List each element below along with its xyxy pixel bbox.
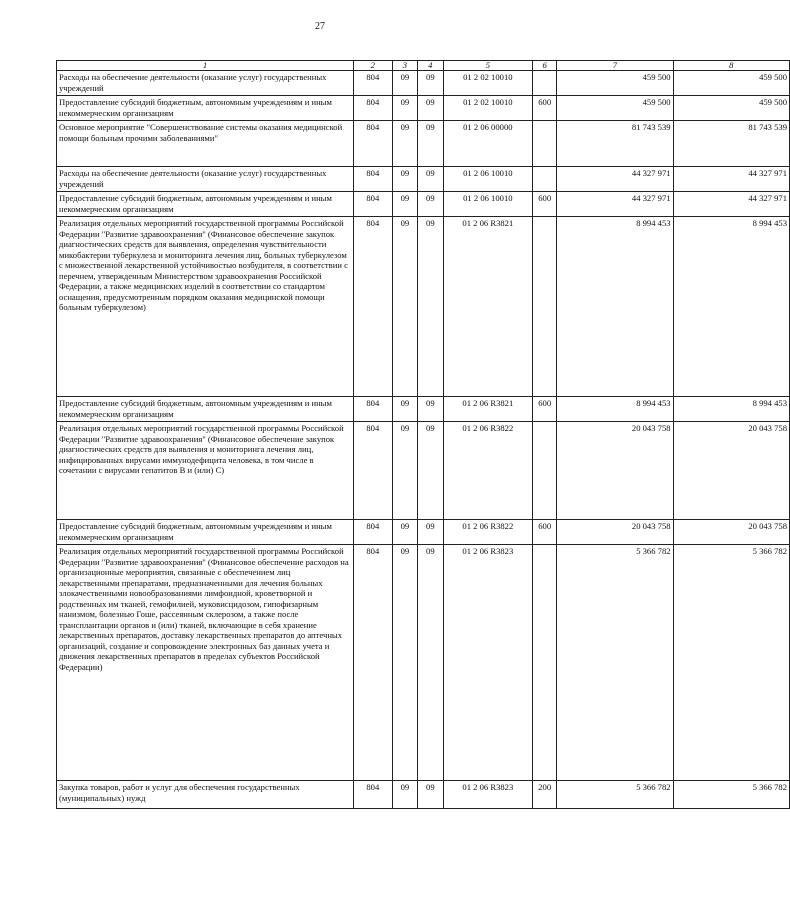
- ministry-code: 804: [353, 781, 392, 809]
- subsection-code: 09: [418, 167, 443, 192]
- amount-year-1: 5 366 782: [557, 781, 673, 809]
- amount-year-2: 8 994 453: [673, 397, 789, 422]
- amount-year-1: 81 743 539: [557, 121, 673, 167]
- row-name: Предоставление субсидий бюджетным, автономным учреждениям и иным некоммерческим организациям: [57, 397, 354, 422]
- subsection-code: 09: [418, 121, 443, 167]
- table-row: [57, 121, 790, 167]
- amount-year-1: 8 994 453: [557, 397, 673, 422]
- target-code: 01 2 06 R3821: [443, 217, 533, 397]
- section-code: 09: [392, 520, 417, 545]
- table-row: [57, 217, 790, 397]
- target-code: 01 2 06 10010: [443, 192, 533, 217]
- section-code: 09: [392, 781, 417, 809]
- row-name: Расходы на обеспечение деятельности (оказание услуг) государственных учреждений: [57, 71, 354, 96]
- row-name: Расходы на обеспечение деятельности (оказание услуг) государственных учреждений: [57, 167, 354, 192]
- target-code: 01 2 06 10010: [443, 167, 533, 192]
- row-name: Реализация отдельных мероприятий государственной программы Российской Федерации "Развитие здравоохранения" (Финансовое обеспечение закупок диагностических средств для выявления и мониторинга лечения лиц, инфицированных вирусами иммунодефицита человека, в том числе в сочетании с вирусами гепатитов В и (или) С): [57, 422, 354, 520]
- table-row: [57, 545, 790, 781]
- ministry-code: 804: [353, 397, 392, 422]
- expense-type: 600: [533, 397, 557, 422]
- target-code: 01 2 06 00000: [443, 121, 533, 167]
- amount-year-1: 8 994 453: [557, 217, 673, 397]
- expense-type: [533, 422, 557, 520]
- section-code: 09: [392, 422, 417, 520]
- ministry-code: 804: [353, 71, 392, 96]
- amount-year-2: 5 366 782: [673, 545, 789, 781]
- table-row: [57, 781, 790, 809]
- amount-year-1: 44 327 971: [557, 192, 673, 217]
- subsection-code: 09: [418, 192, 443, 217]
- amount-year-2: 44 327 971: [673, 167, 789, 192]
- subsection-code: 09: [418, 545, 443, 781]
- amount-year-1: 44 327 971: [557, 167, 673, 192]
- section-code: 09: [392, 167, 417, 192]
- amount-year-1: 5 366 782: [557, 545, 673, 781]
- table-row: [57, 192, 790, 217]
- amount-year-2: 8 994 453: [673, 217, 789, 397]
- expense-type: [533, 71, 557, 96]
- subsection-code: 09: [418, 422, 443, 520]
- row-name: Предоставление субсидий бюджетным, автономным учреждениям и иным некоммерческим организациям: [57, 520, 354, 545]
- ministry-code: 804: [353, 96, 392, 121]
- amount-year-2: 459 500: [673, 96, 789, 121]
- column-number-row: [57, 61, 790, 71]
- amount-year-2: 81 743 539: [673, 121, 789, 167]
- target-code: 01 2 02 10010: [443, 71, 533, 96]
- target-code: 01 2 06 R3821: [443, 397, 533, 422]
- row-name: Закупка товаров, работ и услуг для обеспечения государственных (муниципальных) нужд: [57, 781, 354, 809]
- ministry-code: 804: [353, 545, 392, 781]
- amount-year-1: 459 500: [557, 71, 673, 96]
- section-code: 09: [392, 121, 417, 167]
- column-header: 3: [392, 61, 417, 71]
- amount-year-2: 44 327 971: [673, 192, 789, 217]
- amount-year-2: 5 366 782: [673, 781, 789, 809]
- ministry-code: 804: [353, 121, 392, 167]
- subsection-code: 09: [418, 397, 443, 422]
- target-code: 01 2 06 R3822: [443, 422, 533, 520]
- subsection-code: 09: [418, 71, 443, 96]
- expense-type: 600: [533, 192, 557, 217]
- target-code: 01 2 06 R3822: [443, 520, 533, 545]
- subsection-code: 09: [418, 217, 443, 397]
- row-name: Реализация отдельных мероприятий государственной программы Российской Федерации "Развитие здравоохранения" (Финансовое обеспечение расходов на организационные мероприятия, связанные с обеспечением лиц лекарственными препаратами, предназначенными для лечения больных злокачественными новообразованиями лимфоидной, кроветворной и родственных им тканей, гемофилией, муковисцидозом, гипофизарным нанизмом, болезнью Гоше, рассеянным склерозом, а также после трансплантации органов и (или) тканей, включающие в себя хранение лекарственных препаратов, доставку лекарственных препаратов до аптечных организаций, создание и сопровождение электронных баз данных учета и движения лекарственных препаратов в пределах субъектов Российской Федерации): [57, 545, 354, 781]
- table-row: [57, 520, 790, 545]
- ministry-code: 804: [353, 192, 392, 217]
- column-header: 5: [443, 61, 533, 71]
- expense-type: [533, 217, 557, 397]
- row-name: Предоставление субсидий бюджетным, автономным учреждениям и иным некоммерческим организациям: [57, 96, 354, 121]
- column-header: 8: [673, 61, 789, 71]
- table-row: [57, 397, 790, 422]
- section-code: 09: [392, 217, 417, 397]
- table-row: [57, 71, 790, 96]
- row-name: Реализация отдельных мероприятий государственной программы Российской Федерации "Развитие здравоохранения" (Финансовое обеспечение закупок диагностических средств для выявления, определения чувствительности микобактерии туберкулеза и мониторинга лечения лиц, больных туберкулезом с множественной лекарственной устойчивостью возбудителя, в соответствии с перечнем, утвержденным Министерством здравоохранения Российской Федерации, а также медицинских изделий в соответствии со стандартом оснащения, предусмотренным порядком оказания медицинской помощи больным туберкулезом): [57, 217, 354, 397]
- row-name: Основное мероприятие "Совершенствование системы оказания медицинской помощи больным прочими заболеваниями": [57, 121, 354, 167]
- column-header: 7: [557, 61, 673, 71]
- subsection-code: 09: [418, 781, 443, 809]
- expense-type: 200: [533, 781, 557, 809]
- amount-year-1: 20 043 758: [557, 520, 673, 545]
- section-code: 09: [392, 397, 417, 422]
- amount-year-2: 20 043 758: [673, 520, 789, 545]
- section-code: 09: [392, 192, 417, 217]
- table-row: [57, 167, 790, 192]
- column-header: 6: [533, 61, 557, 71]
- amount-year-2: 20 043 758: [673, 422, 789, 520]
- ministry-code: 804: [353, 422, 392, 520]
- amount-year-2: 459 500: [673, 71, 789, 96]
- expense-type: 600: [533, 520, 557, 545]
- page-number: 27: [315, 21, 325, 32]
- ministry-code: 804: [353, 167, 392, 192]
- ministry-code: 804: [353, 520, 392, 545]
- expense-type: [533, 167, 557, 192]
- expense-type: 600: [533, 96, 557, 121]
- expense-type: [533, 545, 557, 781]
- column-header: 2: [353, 61, 392, 71]
- amount-year-1: 459 500: [557, 96, 673, 121]
- section-code: 09: [392, 545, 417, 781]
- subsection-code: 09: [418, 96, 443, 121]
- target-code: 01 2 02 10010: [443, 96, 533, 121]
- section-code: 09: [392, 71, 417, 96]
- target-code: 01 2 06 R3823: [443, 781, 533, 809]
- table-row: [57, 96, 790, 121]
- ministry-code: 804: [353, 217, 392, 397]
- column-header: 1: [57, 61, 354, 71]
- subsection-code: 09: [418, 520, 443, 545]
- column-header: 4: [418, 61, 443, 71]
- row-name: Предоставление субсидий бюджетным, автономным учреждениям и иным некоммерческим организациям: [57, 192, 354, 217]
- amount-year-1: 20 043 758: [557, 422, 673, 520]
- table-row: [57, 422, 790, 520]
- expense-type: [533, 121, 557, 167]
- budget-table: [56, 60, 790, 809]
- target-code: 01 2 06 R3823: [443, 545, 533, 781]
- section-code: 09: [392, 96, 417, 121]
